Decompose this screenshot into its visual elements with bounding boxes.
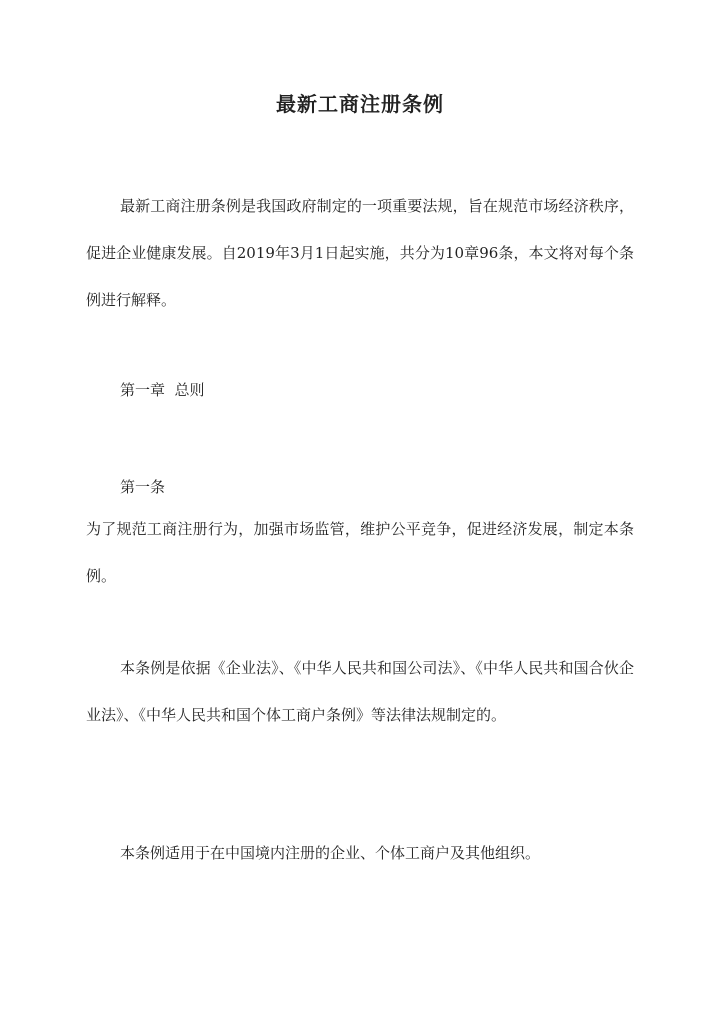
article-heading: 第一条 <box>120 478 166 496</box>
chapter-heading: 第一章 总则 <box>120 381 205 399</box>
basis-paragraph: 本条例是依据《企业法》、《中华人民共和国公司法》、《中华人民共和国合伙企业法》、《中华人民共和国个体工商户条例》等法律法规制定的。 <box>86 659 634 724</box>
scope-paragraph: 本条例适用于在中国境内注册的企业、个体工商户及其他组织。 <box>120 844 541 862</box>
document-title: 最新工商注册条例 <box>276 92 444 116</box>
article-paragraph: 为了规范工商注册行为，加强市场监管，维护公平竞争，促进经济发展，制定本条例。 <box>86 520 634 585</box>
intro-paragraph: 最新工商注册条例是我国政府制定的一项重要法规，旨在规范市场经济秩序，促进企业健康发展。自2019年3月1日起实施，共分为10章96条，本文将对每个条例进行解释。 <box>86 197 634 309</box>
